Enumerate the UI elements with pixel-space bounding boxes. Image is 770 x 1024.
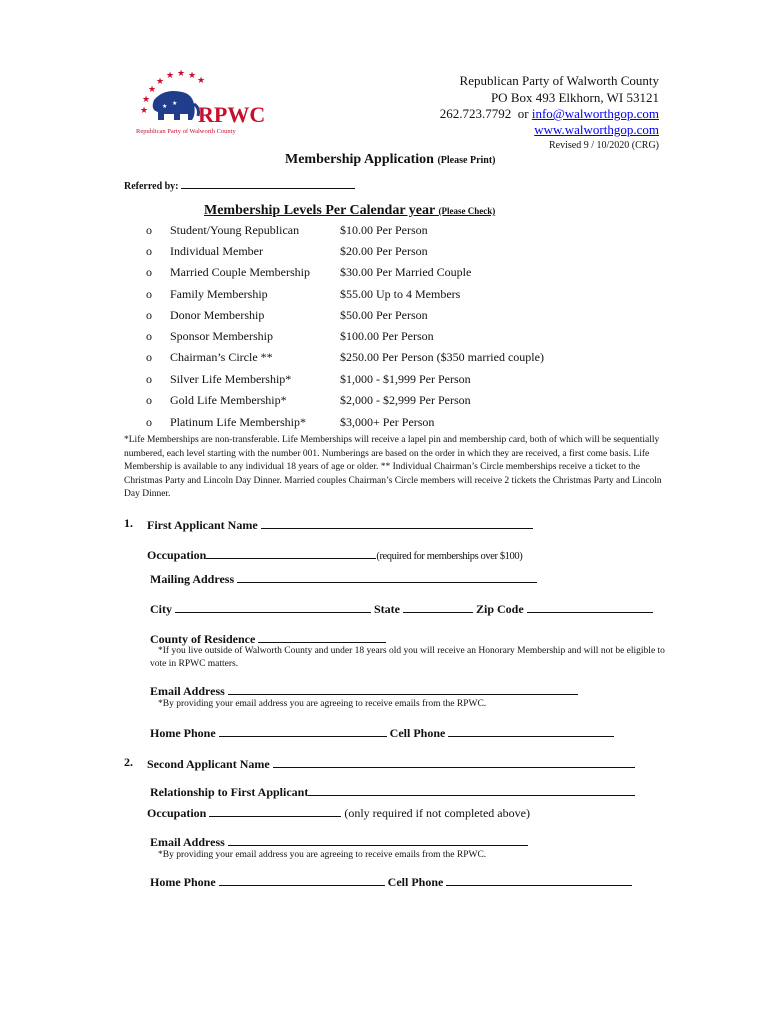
org-name: Republican Party of Walworth County	[459, 73, 659, 88]
email2-label: Email Address	[150, 835, 225, 849]
phone2-field[interactable]	[150, 873, 632, 890]
relationship-label: Relationship to First Applicant	[150, 785, 309, 799]
occupation2-label: Occupation	[147, 806, 207, 820]
home-phone-line[interactable]	[219, 724, 387, 737]
second-applicant-name-field[interactable]	[147, 755, 635, 772]
contact-line	[440, 106, 659, 122]
level-name: Platinum Life Membership*	[170, 415, 306, 429]
referred-by-line[interactable]	[181, 178, 355, 189]
county-note: *If you live outside of Walworth County and under 18 years old you will receive an Honorary Membership and will not be eligible to vote in RPWC matters.	[150, 646, 665, 669]
occupation-field[interactable]	[147, 546, 522, 563]
checkbox-bullet[interactable]: o	[146, 308, 152, 322]
email-note: *By providing your email address you are agreeing to receive emails from the RPWC.	[158, 699, 487, 709]
level-price: $55.00 Up to 4 Members	[340, 287, 461, 301]
email-link[interactable]: info@walworthgop.com	[531, 106, 659, 121]
referred-by-label: Referred by:	[124, 181, 179, 192]
level-name: Individual Member	[170, 244, 263, 258]
level-price: $3,000+ Per Person	[340, 415, 435, 429]
mailing-address-line[interactable]	[237, 570, 537, 583]
level-name: Chairman’s Circle **	[170, 350, 273, 364]
checkbox-bullet[interactable]: o	[146, 265, 152, 279]
levels-heading-note: (Please Check)	[438, 206, 496, 216]
cell-phone2-line[interactable]	[446, 873, 632, 886]
org-phone: 262.723.7792	[439, 106, 512, 121]
svg-text:★: ★	[166, 70, 175, 80]
level-name: Gold Life Membership*	[170, 393, 287, 407]
email-field[interactable]	[150, 682, 578, 699]
level-name: Sponsor Membership	[170, 329, 273, 343]
first-applicant-name-label: First Applicant Name	[147, 518, 258, 532]
city-state-zip-field[interactable]	[150, 600, 653, 617]
checkbox-bullet[interactable]: o	[146, 393, 152, 407]
svg-text:★: ★	[142, 94, 151, 104]
logo-text: RPWC	[198, 102, 266, 127]
website-link[interactable]: www.walworthgop.com	[534, 122, 659, 137]
county-label: County of Residence	[150, 632, 256, 646]
relationship-line[interactable]	[308, 783, 635, 796]
email2-note: *By providing your email address you are agreeing to receive emails from the RPWC.	[158, 850, 487, 860]
svg-text:★: ★	[162, 104, 168, 110]
title-main: Membership Application	[285, 152, 434, 167]
checkbox-bullet[interactable]: o	[146, 223, 152, 237]
svg-text:★: ★	[156, 76, 165, 86]
logo-subtitle: Republican Party of Walworth County	[136, 128, 236, 135]
checkbox-bullet[interactable]: o	[146, 350, 152, 364]
second-applicant-name-label: Second Applicant Name	[147, 757, 270, 771]
checkbox-bullet[interactable]: o	[146, 244, 152, 258]
level-price: $250.00 Per Person ($350 married couple)	[340, 350, 544, 364]
elephant-icon	[153, 91, 199, 120]
phone-field[interactable]	[150, 724, 614, 741]
mailing-address-field[interactable]	[150, 570, 537, 587]
email2-line[interactable]	[228, 833, 528, 846]
or-text: or	[517, 106, 529, 121]
email-label: Email Address	[150, 684, 225, 698]
cell-phone2-label: Cell Phone	[387, 875, 444, 889]
state-label: State	[374, 602, 400, 616]
level-name: Student/Young Republican	[170, 223, 300, 237]
org-address: PO Box 493 Elkhorn, WI 53121	[490, 90, 659, 105]
occupation2-field[interactable]	[147, 804, 530, 821]
occupation-note: (required for memberships over $100)	[376, 551, 523, 562]
applicant2-number: 2.	[124, 755, 133, 769]
relationship-field[interactable]	[150, 783, 635, 800]
checkbox-bullet[interactable]: o	[146, 372, 152, 386]
zip-line[interactable]	[527, 600, 653, 613]
svg-text:★: ★	[172, 101, 178, 107]
checkbox-bullet[interactable]: o	[146, 329, 152, 343]
county-line[interactable]	[258, 630, 386, 643]
occupation2-line[interactable]	[209, 804, 341, 817]
zip-label: Zip Code	[476, 602, 524, 616]
first-applicant-name-line[interactable]	[261, 516, 533, 529]
page-title	[285, 152, 496, 168]
revised-date: Revised 9 / 10/2020 (CRG)	[549, 140, 659, 151]
level-name: Donor Membership	[170, 308, 265, 322]
home-phone-label: Home Phone	[150, 726, 216, 740]
cell-phone-label: Cell Phone	[389, 726, 446, 740]
title-note: (Please Print)	[437, 155, 496, 166]
level-name: Family Membership	[170, 287, 268, 301]
applicant1-number: 1.	[124, 516, 133, 530]
occupation-line[interactable]	[206, 546, 376, 559]
city-label: City	[150, 602, 172, 616]
level-price: $30.00 Per Married Couple	[340, 265, 472, 279]
svg-text:★: ★	[177, 68, 186, 78]
svg-text:★: ★	[148, 84, 157, 94]
email-line[interactable]	[228, 682, 578, 695]
state-line[interactable]	[403, 600, 473, 613]
occupation-label: Occupation	[147, 548, 207, 562]
cell-phone-line[interactable]	[448, 724, 614, 737]
checkbox-bullet[interactable]: o	[146, 415, 152, 429]
membership-note: *Life Memberships are non-transferable. Life Memberships will receive a lapel pin and membership card, both of which will be sequentially numbered, each level starting with the number 001. Numberings are based on the order in which they are received, a first come basis. Life Membership is available to any individual 18 years of age or older. ** Individual Chairman’s Circle memberships receive a ticket to the Christmas Party and Lincoln Day Dinner. Married couples Chairman’s Circle members will receive 2 tickets the Christmas Party and Lincoln Day Dinner.	[124, 435, 662, 499]
levels-heading-text: Membership Levels Per Calendar year	[204, 203, 435, 218]
svg-text:★: ★	[188, 70, 197, 80]
level-price: $50.00 Per Person	[340, 308, 428, 322]
referred-by-field[interactable]	[124, 178, 355, 192]
mailing-address-label: Mailing Address	[150, 572, 235, 586]
level-price: $1,000 - $1,999 Per Person	[340, 372, 471, 386]
level-price: $20.00 Per Person	[340, 244, 428, 258]
level-price: $2,000 - $2,999 Per Person	[340, 393, 471, 407]
rpwc-logo	[134, 68, 266, 138]
checkbox-bullet[interactable]: o	[146, 287, 152, 301]
level-name: Married Couple Membership	[170, 265, 310, 279]
svg-text:★: ★	[197, 75, 206, 85]
svg-text:★: ★	[140, 105, 149, 115]
email2-field[interactable]	[150, 833, 528, 850]
first-applicant-name-field[interactable]	[147, 516, 533, 533]
city-line[interactable]	[175, 600, 371, 613]
home-phone2-label: Home Phone	[150, 875, 216, 889]
home-phone2-line[interactable]	[219, 873, 385, 886]
second-applicant-name-line[interactable]	[273, 755, 635, 768]
levels-heading	[204, 203, 495, 219]
occupation2-note: (only required if not completed above)	[344, 806, 530, 820]
level-price: $100.00 Per Person	[340, 329, 434, 343]
level-price: $10.00 Per Person	[340, 223, 428, 237]
level-name: Silver Life Membership*	[170, 372, 292, 386]
